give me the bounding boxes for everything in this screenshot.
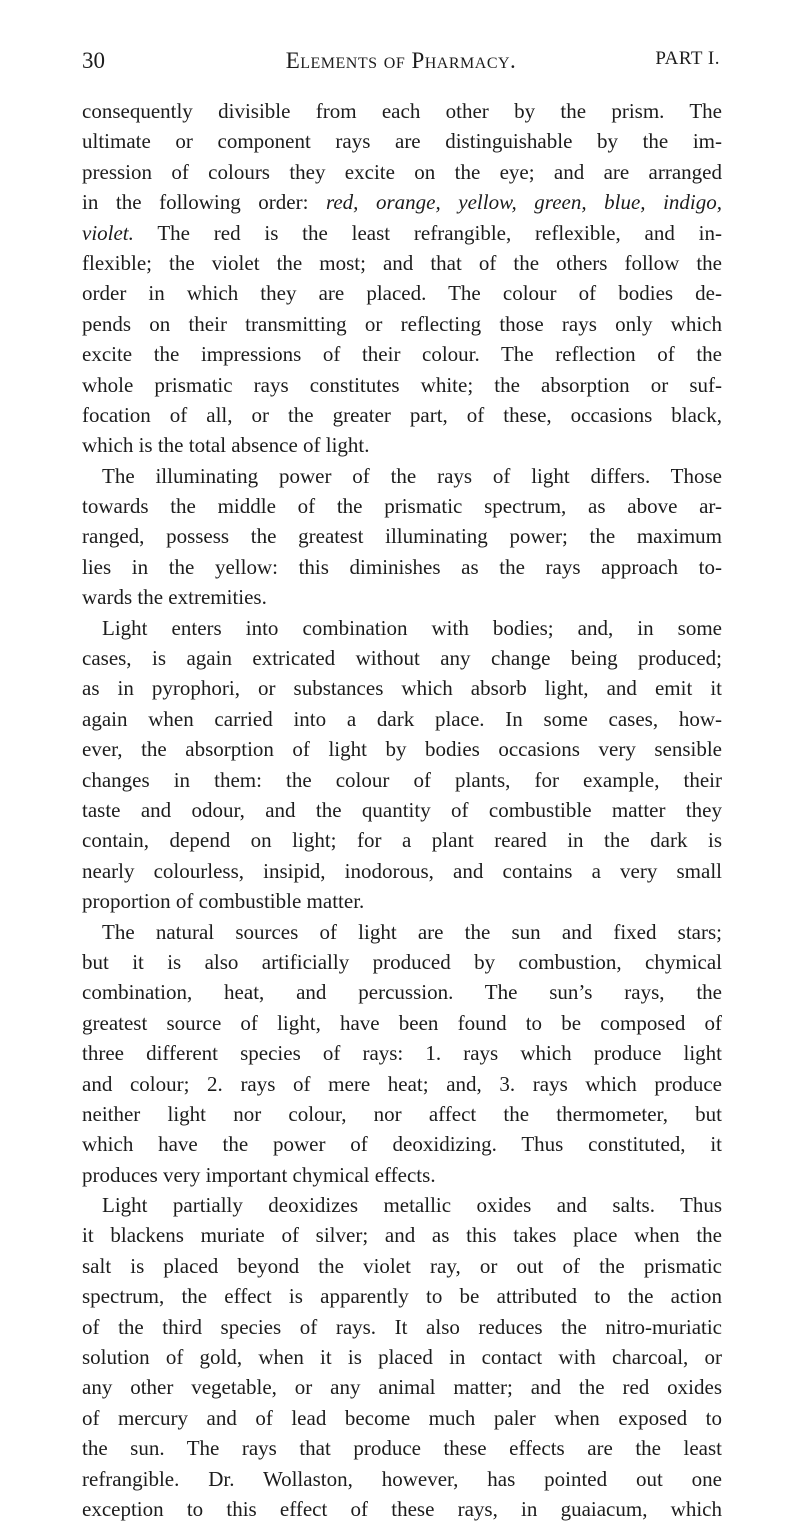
text-line: wards the extremities. — [82, 585, 267, 610]
text-line: but it is also artificially produced by combustion, chymical — [82, 949, 722, 974]
text-line: exception to this effect of these rays, in guaiacum, which — [82, 1496, 722, 1521]
text-line: ever, the absorption of light by bodies occasions very sensible — [82, 737, 722, 762]
text-line: of mercury and of lead become much paler when exposed to — [82, 1405, 722, 1430]
text-line: excite the impressions of their colour. The reflection of the — [82, 342, 722, 367]
text-line: lies in the yellow: this diminishes as the rays approach to- — [82, 554, 722, 579]
text-line: whole prismatic rays constitutes white; the absorption or suf- — [82, 372, 722, 397]
text-line: The natural sources of light are the sun and fixed stars; — [102, 919, 722, 944]
text-line: changes in them: the colour of plants, for example, their — [82, 767, 722, 792]
text-line: combination, heat, and percussion. The sun’s rays, the — [82, 980, 722, 1005]
italic-text: red, orange, yellow, green, blue, indigo, — [325, 190, 723, 215]
text-line: focation of all, or the greater part, of these, occasions black, — [82, 402, 722, 427]
text-line: solution of gold, when it is placed in contact with charcoal, or — [82, 1345, 722, 1370]
text-segment: in the following order: — [82, 190, 326, 215]
body-text — [82, 96, 722, 1524]
text-line: The illuminating power of the rays of light differs. Those — [102, 463, 722, 488]
page-number: 30 — [82, 48, 105, 73]
text-line: proportion of combustible matter. — [82, 889, 365, 914]
text-line: three different species of rays: 1. rays which produce light — [82, 1041, 722, 1066]
text-line — [82, 218, 722, 248]
text-line — [82, 187, 722, 217]
italic-text: violet. — [82, 220, 134, 245]
text-line: the sun. The rays that produce these effects are the least — [82, 1436, 722, 1461]
text-line: flexible; the violet the most; and that of the others follow the — [82, 250, 722, 275]
text-segment: The red is the least refrangible, reflexible, and in- — [133, 220, 722, 245]
text-line: refrangible. Dr. Wollaston, however, has pointed out one — [82, 1466, 722, 1491]
text-line: order in which they are placed. The colour of bodies de- — [82, 281, 722, 306]
text-line: ultimate or component rays are distinguishable by the im- — [82, 129, 722, 154]
text-line: it blackens muriate of silver; and as this takes place when the — [82, 1223, 722, 1248]
text-line: nearly colourless, insipid, inodorous, and contains a very small — [82, 858, 722, 883]
running-header — [82, 48, 720, 84]
text-line: pends on their transmitting or reflecting those rays only which — [82, 311, 722, 336]
text-line: again when carried into a dark place. In some cases, how- — [82, 706, 722, 731]
text-line: towards the middle of the prismatic spectrum, as above ar- — [82, 494, 722, 519]
text-line: any other vegetable, or any animal matter; and the red oxides — [82, 1375, 722, 1400]
text-line: Light enters into combination with bodies; and, in some — [102, 615, 722, 640]
text-line: spectrum, the effect is apparently to be attributed to the action — [82, 1284, 722, 1309]
text-line: taste and odour, and the quantity of combustible matter they — [82, 797, 722, 822]
text-line: which have the power of deoxidizing. Thus constituted, it — [82, 1132, 722, 1157]
text-line: pression of colours they excite on the eye; and are arranged — [82, 159, 722, 184]
part-label: PART I. — [655, 48, 720, 69]
text-line: of the third species of rays. It also reduces the nitro-muriatic — [82, 1314, 722, 1339]
text-line: contain, depend on light; for a plant reared in the dark is — [82, 828, 722, 853]
running-title: Elements of Pharmacy. — [285, 48, 517, 73]
text-line: salt is placed beyond the violet ray, or out of the prismatic — [82, 1253, 722, 1278]
text-line: greatest source of light, have been found to be composed of — [82, 1010, 722, 1035]
text-line: neither light nor colour, nor affect the thermometer, but — [82, 1101, 722, 1126]
text-line: as in pyrophori, or substances which absorb light, and emit it — [82, 676, 722, 701]
text-line: cases, is again extricated without any change being produced; — [82, 646, 722, 671]
text-line: consequently divisible from each other by the prism. The — [82, 99, 722, 123]
text-line: produces very important chymical effects. — [82, 1162, 436, 1187]
text-line: and colour; 2. rays of mere heat; and, 3. rays which produce — [82, 1071, 722, 1096]
text-line: Light partially deoxidizes metallic oxides and salts. Thus — [102, 1193, 722, 1218]
text-line: which is the total absence of light. — [82, 433, 370, 458]
text-line: ranged, possess the greatest illuminating power; the maximum — [82, 524, 722, 549]
